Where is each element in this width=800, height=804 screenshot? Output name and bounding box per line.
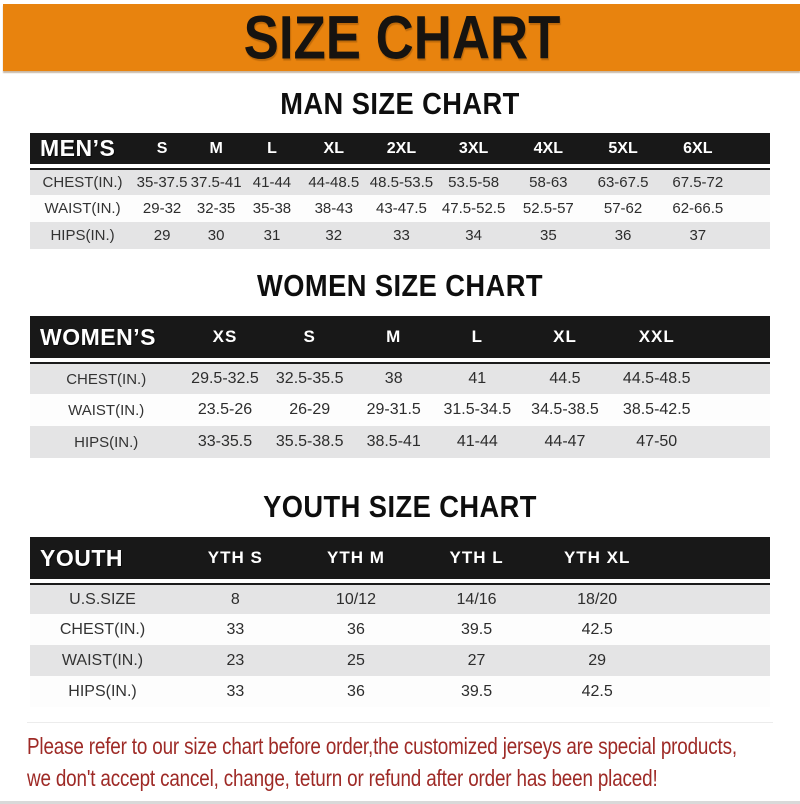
table-row xyxy=(30,426,770,458)
value-spacer xyxy=(735,195,770,222)
value-cell: 63-67.5 xyxy=(586,168,661,195)
value-cell: 44-48.5 xyxy=(301,168,367,195)
value-cell: 32 xyxy=(301,222,367,249)
value-cell: 23.5-26 xyxy=(182,394,267,426)
value-cell: 43-47.5 xyxy=(367,195,437,222)
value-cell: 33 xyxy=(175,614,296,645)
value-cell: 26-29 xyxy=(268,394,352,426)
column-header-cell: XL xyxy=(301,133,367,168)
table-header-row xyxy=(30,537,770,583)
row-label-cell: CHEST(IN.) xyxy=(30,168,135,195)
value-cell: 41-44 xyxy=(436,426,520,458)
row-label-cell: WAIST(IN.) xyxy=(30,394,182,426)
value-cell: 31 xyxy=(243,222,301,249)
table-row xyxy=(30,222,770,249)
footer-note-line2: we don't accept cancel, change, teturn or refund after order has been placed! xyxy=(27,764,658,791)
value-cell: 36 xyxy=(296,614,417,645)
footer-note xyxy=(27,722,773,794)
youth-size-chart-heading: YOUTH SIZE CHART xyxy=(263,489,537,524)
value-cell: 27 xyxy=(416,645,537,676)
value-cell: 30 xyxy=(189,222,243,249)
row-label-cell: HIPS(IN.) xyxy=(30,426,182,458)
column-header-cell: L xyxy=(436,316,520,362)
value-cell: 10/12 xyxy=(296,583,417,614)
row-label-cell: HIPS(IN.) xyxy=(30,676,175,707)
value-spacer xyxy=(703,394,770,426)
value-cell: 44-47 xyxy=(519,426,611,458)
value-cell: 47.5-52.5 xyxy=(436,195,511,222)
value-cell: 34 xyxy=(436,222,511,249)
value-spacer xyxy=(657,614,770,645)
table-title-cell: MEN’S xyxy=(30,133,135,168)
row-label-cell: WAIST(IN.) xyxy=(30,195,135,222)
value-spacer xyxy=(735,168,770,195)
value-spacer xyxy=(735,222,770,249)
footer-note-line1: Please refer to our size chart before order,the customized jerseys are special products, xyxy=(27,733,737,759)
value-cell: 32.5-35.5 xyxy=(268,362,352,394)
value-cell: 47-50 xyxy=(611,426,703,458)
women-size-chart-heading: WOMEN SIZE CHART xyxy=(257,268,543,303)
value-cell: 8 xyxy=(175,583,296,614)
column-header-cell: 2XL xyxy=(367,133,437,168)
row-label-cell: HIPS(IN.) xyxy=(30,222,135,249)
value-cell: 29-32 xyxy=(135,195,189,222)
table-header-row xyxy=(30,133,770,168)
value-cell: 38.5-42.5 xyxy=(611,394,703,426)
table-row xyxy=(30,362,770,394)
men-section xyxy=(0,88,800,249)
table-row xyxy=(30,614,770,645)
table-row xyxy=(30,583,770,614)
women-section xyxy=(0,270,800,458)
value-cell: 67.5-72 xyxy=(660,168,735,195)
value-cell: 48.5-53.5 xyxy=(367,168,437,195)
column-header-cell: YTH XL xyxy=(537,537,658,583)
column-header-cell: YTH S xyxy=(175,537,296,583)
column-header-cell: L xyxy=(243,133,301,168)
value-cell: 18/20 xyxy=(537,583,658,614)
value-cell: 52.5-57 xyxy=(511,195,586,222)
row-label-cell: U.S.SIZE xyxy=(30,583,175,614)
value-cell: 53.5-58 xyxy=(436,168,511,195)
value-cell: 31.5-34.5 xyxy=(436,394,520,426)
value-cell: 37.5-41 xyxy=(189,168,243,195)
column-header-cell: 4XL xyxy=(511,133,586,168)
value-spacer xyxy=(703,362,770,394)
value-cell: 35.5-38.5 xyxy=(268,426,352,458)
table-header-row xyxy=(30,316,770,362)
row-label-cell: CHEST(IN.) xyxy=(30,362,182,394)
banner-title: SIZE CHART xyxy=(243,2,560,72)
value-cell: 44.5-48.5 xyxy=(611,362,703,394)
table-row xyxy=(30,645,770,676)
value-cell: 35-37.5 xyxy=(135,168,189,195)
value-cell: 29 xyxy=(537,645,658,676)
value-cell: 42.5 xyxy=(537,614,658,645)
youth-section xyxy=(0,491,800,707)
value-cell: 39.5 xyxy=(416,614,537,645)
mens-size-table xyxy=(30,133,770,249)
value-cell: 57-62 xyxy=(586,195,661,222)
value-cell: 14/16 xyxy=(416,583,537,614)
size-chart-banner xyxy=(3,4,800,71)
value-spacer xyxy=(657,676,770,707)
column-header-cell: XS xyxy=(182,316,267,362)
value-cell: 38 xyxy=(352,362,436,394)
column-header-cell: 6XL xyxy=(660,133,735,168)
table-row xyxy=(30,195,770,222)
table-title-cell: YOUTH xyxy=(30,537,175,583)
column-header-cell: S xyxy=(268,316,352,362)
column-header-cell: M xyxy=(352,316,436,362)
womens-size-table xyxy=(30,316,770,458)
value-cell: 35-38 xyxy=(243,195,301,222)
column-header-cell: XXL xyxy=(611,316,703,362)
row-label-cell: CHEST(IN.) xyxy=(30,614,175,645)
column-header-cell: 5XL xyxy=(586,133,661,168)
youth-size-table xyxy=(30,537,770,707)
value-spacer xyxy=(657,645,770,676)
value-cell: 41-44 xyxy=(243,168,301,195)
man-size-chart-heading: MAN SIZE CHART xyxy=(280,86,520,121)
value-cell: 38.5-41 xyxy=(352,426,436,458)
value-cell: 35 xyxy=(511,222,586,249)
row-label-cell: WAIST(IN.) xyxy=(30,645,175,676)
value-cell: 42.5 xyxy=(537,676,658,707)
column-header-cell: YTH M xyxy=(296,537,417,583)
value-cell: 33-35.5 xyxy=(182,426,267,458)
column-header-spacer xyxy=(735,133,770,168)
value-cell: 29-31.5 xyxy=(352,394,436,426)
value-cell: 32-35 xyxy=(189,195,243,222)
value-cell: 36 xyxy=(586,222,661,249)
value-cell: 58-63 xyxy=(511,168,586,195)
value-cell: 25 xyxy=(296,645,417,676)
value-spacer xyxy=(703,426,770,458)
value-cell: 44.5 xyxy=(519,362,611,394)
table-title-cell: WOMEN’S xyxy=(30,316,182,362)
value-cell: 38-43 xyxy=(301,195,367,222)
value-cell: 33 xyxy=(367,222,437,249)
value-cell: 36 xyxy=(296,676,417,707)
column-header-spacer xyxy=(703,316,770,362)
column-header-cell: S xyxy=(135,133,189,168)
table-row xyxy=(30,168,770,195)
table-row xyxy=(30,394,770,426)
column-header-cell: YTH L xyxy=(416,537,537,583)
value-cell: 33 xyxy=(175,676,296,707)
value-cell: 23 xyxy=(175,645,296,676)
value-cell: 62-66.5 xyxy=(660,195,735,222)
value-cell: 41 xyxy=(436,362,520,394)
table-row xyxy=(30,676,770,707)
value-cell: 29.5-32.5 xyxy=(182,362,267,394)
value-spacer xyxy=(657,583,770,614)
column-header-cell: 3XL xyxy=(436,133,511,168)
column-header-spacer xyxy=(657,537,770,583)
value-cell: 37 xyxy=(660,222,735,249)
column-header-cell: M xyxy=(189,133,243,168)
column-header-cell: XL xyxy=(519,316,611,362)
value-cell: 29 xyxy=(135,222,189,249)
value-cell: 39.5 xyxy=(416,676,537,707)
value-cell: 34.5-38.5 xyxy=(519,394,611,426)
